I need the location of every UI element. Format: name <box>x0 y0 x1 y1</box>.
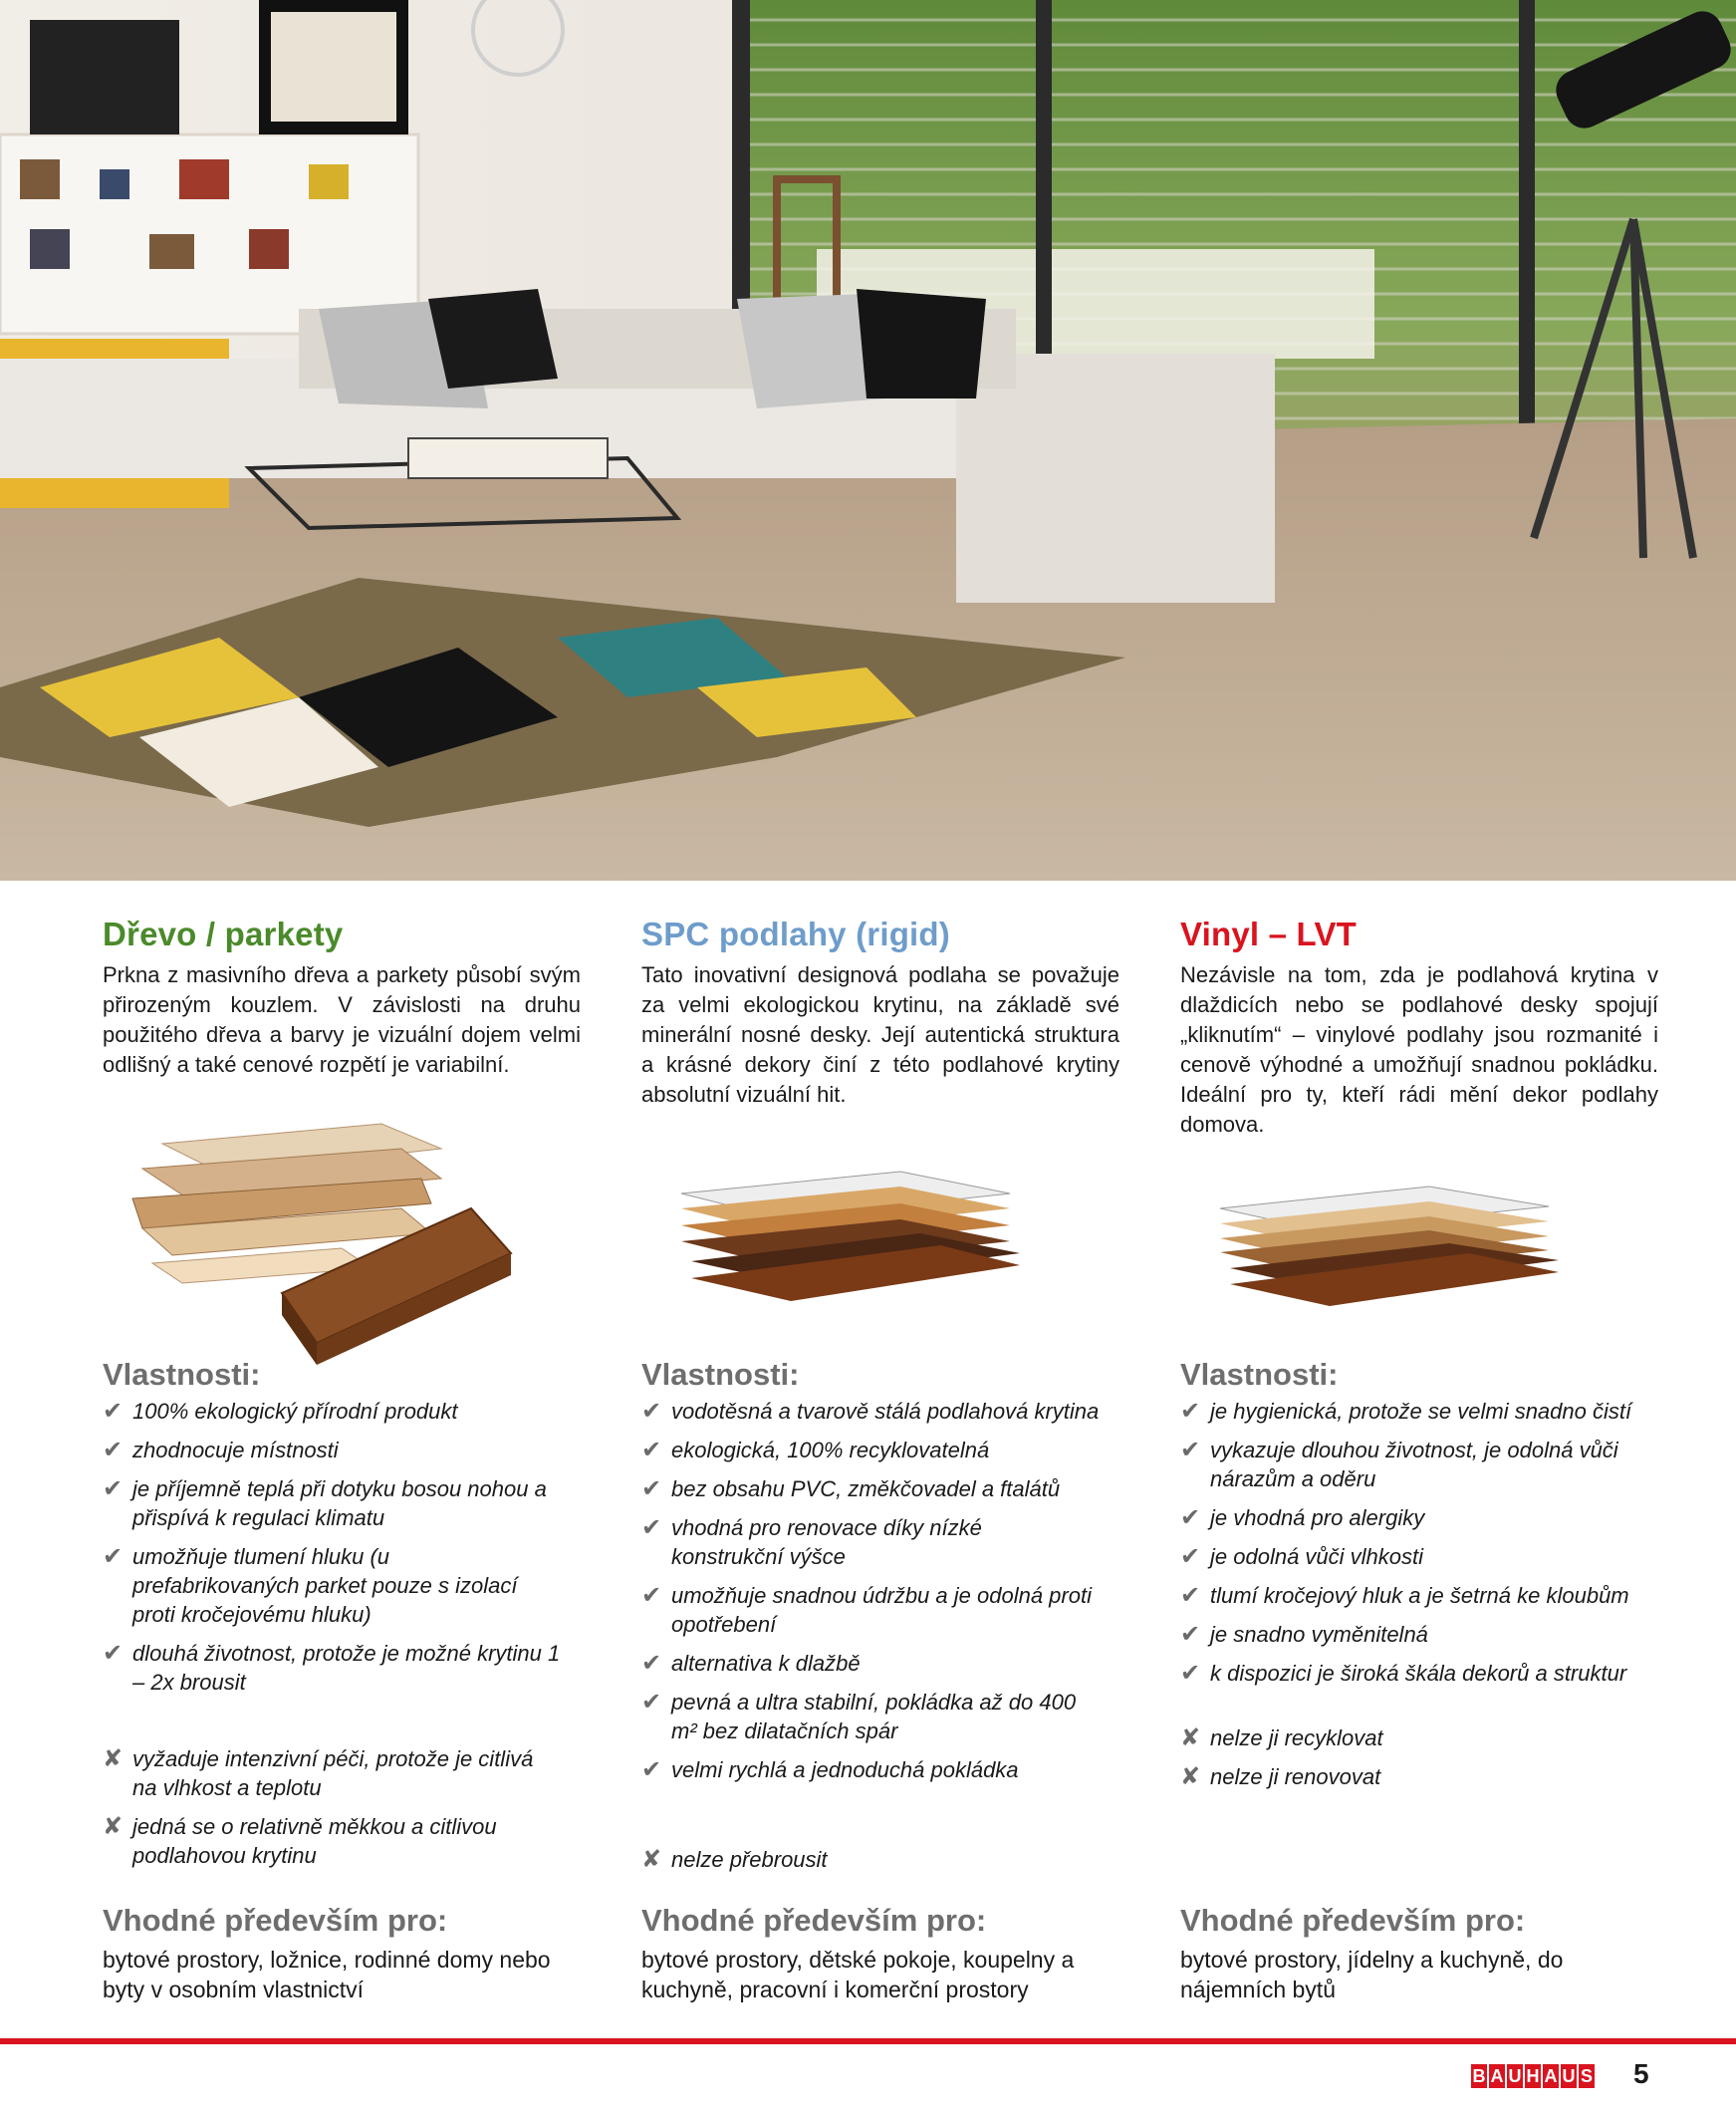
column-wood <box>103 915 581 2002</box>
check-icon: ✔ <box>641 1437 662 1463</box>
vinyl-suit-title: Vhodné především pro: <box>1180 1903 1526 1938</box>
check-icon: ✔ <box>641 1756 662 1783</box>
check-icon: ✔ <box>103 1437 124 1463</box>
living-room-photo <box>0 0 1736 881</box>
vinyl-layers-icon <box>1180 1169 1599 1338</box>
spc-pros-list <box>641 1397 1100 1794</box>
list-item: ✘ nelze přebrousit <box>641 1846 828 1873</box>
list-item: ✔ dlouhá životnost, protože je možné krytinu 1 – 2x brousit <box>103 1640 561 1695</box>
check-icon: ✔ <box>641 1582 662 1609</box>
list-item: ✔ je snadno vyměnitelná <box>1180 1621 1428 1648</box>
list-item: ✔ velmi rychlá a jednoduchá pokládka <box>641 1756 1019 1783</box>
logo-letter: A <box>1544 2066 1558 2086</box>
check-icon: ✔ <box>641 1689 662 1716</box>
check-icon: ✔ <box>103 1398 124 1425</box>
list-item: ✘ nelze ji recyklovat <box>1180 1724 1383 1751</box>
logo-letter: H <box>1526 2066 1540 2086</box>
footer-divider <box>0 2038 1736 2044</box>
check-icon: ✔ <box>1180 1398 1201 1425</box>
check-icon: ✔ <box>641 1398 662 1425</box>
list-item: ✘ jedná se o relativně měkkou a citlivou podlahovou krytinu <box>103 1813 497 1868</box>
check-icon: ✔ <box>1180 1437 1201 1463</box>
wood-props-title: Vlastnosti: <box>103 1357 261 1392</box>
check-icon: ✔ <box>641 1650 662 1677</box>
spc-suit-title: Vhodné především pro: <box>641 1903 987 1938</box>
bauhaus-logo <box>1471 2064 1595 2088</box>
list-item: ✔ alternativa k dlažbě <box>641 1650 861 1677</box>
cross-icon: ✘ <box>1180 1763 1201 1790</box>
vinyl-layers-diagram <box>1180 1169 1599 1343</box>
list-item: ✔ 100% ekologický přírodní produkt <box>103 1398 458 1425</box>
list-item: ✔ je příjemně teplá při dotyku bosou nohou a přispívá k regulaci klimatu <box>103 1475 547 1530</box>
column-spc <box>641 915 1119 2002</box>
list-item: ✔ vodotěsná a tvarově stálá podlahová krytina <box>641 1398 1100 1425</box>
spc-title: SPC podlahy (rigid) <box>641 916 950 952</box>
cross-icon: ✘ <box>641 1846 662 1873</box>
cross-icon: ✘ <box>103 1813 124 1840</box>
spc-layers-diagram <box>641 1154 1060 1338</box>
list-item: ✔ je vhodná pro alergiky <box>1180 1504 1425 1531</box>
list-item: ✘ vyžaduje intenzivní péči, protože je citlivá na vlhkost a teplotu <box>103 1745 534 1800</box>
vinyl-suit-text: bytové prostory, jídelny a kuchyně, do nájemních bytů <box>1180 1947 1564 2002</box>
list-item: ✔ ekologická, 100% recyklovatelná <box>641 1437 990 1463</box>
check-icon: ✔ <box>103 1640 124 1667</box>
list-item: ✔ umožňuje snadnou údržbu a je odolná proti opotřebení <box>641 1582 1092 1637</box>
logo-letter: U <box>1508 2066 1522 2086</box>
spc-intro: Tato inovativní designová podlaha se považuje za velmi ekologickou krytinu, na základě své minerální nosné desky. Její autentická struktura a krásné dekory činí z této podlahové krytiny absolutní vizuální hit. <box>641 962 1119 1107</box>
spc-cons-list <box>641 1845 1100 1884</box>
list-item: ✘ nelze ji renovovat <box>1180 1763 1381 1790</box>
wood-layers-diagram <box>103 1104 521 1378</box>
wood-suit-title: Vhodné především pro: <box>103 1903 448 1938</box>
logo-letter: S <box>1580 2066 1593 2086</box>
hero-photo <box>0 0 1736 881</box>
wood-cons-list <box>103 1744 561 1880</box>
list-item: ✔ umožňuje tlumení hluku (u prefabrikovaných parket pouze s izolací proti kročejovému hluku) <box>103 1543 518 1627</box>
check-icon: ✔ <box>1180 1582 1201 1609</box>
check-icon: ✔ <box>103 1543 124 1570</box>
check-icon: ✔ <box>641 1514 662 1541</box>
vinyl-pros-list <box>1180 1397 1638 1698</box>
list-item: ✔ tlumí kročejový hluk a je šetrná ke kloubům <box>1180 1582 1629 1609</box>
vinyl-title: Vinyl – LVT <box>1180 916 1358 952</box>
wood-suit-text: bytové prostory, ložnice, rodinné domy nebo byty v osobním vlastnictví <box>103 1947 551 2002</box>
page-number: 5 <box>1633 2058 1649 2089</box>
list-item: ✔ vhodná pro renovace díky nízké konstrukční výšce <box>641 1514 982 1569</box>
check-icon: ✔ <box>1180 1621 1201 1648</box>
spc-suit-text: bytové prostory, dětské pokoje, koupelny a kuchyně, pracovní i komerční prostory <box>641 1947 1075 2002</box>
spc-layers-icon <box>641 1154 1060 1333</box>
logo-letter: A <box>1490 2066 1504 2086</box>
list-item: ✔ je hygienická, protože se velmi snadno čistí <box>1180 1398 1632 1425</box>
check-icon: ✔ <box>1180 1543 1201 1570</box>
wood-title: Dřevo / parkety <box>103 916 344 952</box>
check-icon: ✔ <box>1180 1660 1201 1687</box>
wood-intro: Prkna z masivního dřeva a parkety působí svým přirozeným kouzlem. V závislosti na druhu použitého dřeva a barvy je vizuální dojem velmi odlišný a také cenové rozpětí je variabilní. <box>103 962 581 1077</box>
wood-pros-list <box>103 1397 561 1707</box>
vinyl-props-title: Vlastnosti: <box>1180 1357 1339 1392</box>
vinyl-intro: Nezávisle na tom, zda je podlahová krytina v dlaždicích nebo se podlahové desky spojují „kliknutím“ – vinylové podlahy jsou rozmanité i cenově výhodné a umožňují snadnou pokládku. Ideální pro ty, kteří rádi mění dekor podlahy domova. <box>1180 962 1658 1137</box>
logo-letter: B <box>1472 2066 1486 2086</box>
logo-letter: U <box>1562 2066 1576 2086</box>
list-item: ✔ k dispozici je široká škála dekorů a struktur <box>1180 1660 1627 1687</box>
column-vinyl <box>1180 915 1658 2002</box>
check-icon: ✔ <box>1180 1504 1201 1531</box>
list-item: ✔ bez obsahu PVC, změkčovadel a ftalátů <box>641 1475 1061 1502</box>
vinyl-cons-list <box>1180 1723 1638 1801</box>
wood-layers-icon <box>103 1104 521 1373</box>
cross-icon: ✘ <box>1180 1724 1201 1751</box>
list-item: ✔ zhodnocuje místnosti <box>103 1437 339 1463</box>
list-item: ✔ vykazuje dlouhou životnost, je odolná vůči nárazům a oděru <box>1180 1437 1618 1491</box>
check-icon: ✔ <box>103 1475 124 1502</box>
list-item: ✔ je odolná vůči vlhkosti <box>1180 1543 1424 1570</box>
cross-icon: ✘ <box>103 1745 124 1772</box>
check-icon: ✔ <box>641 1475 662 1502</box>
list-item: ✔ pevná a ultra stabilní, pokládka až do 400 m² bez dilatačních spár <box>641 1689 1077 1743</box>
spc-props-title: Vlastnosti: <box>641 1357 800 1392</box>
